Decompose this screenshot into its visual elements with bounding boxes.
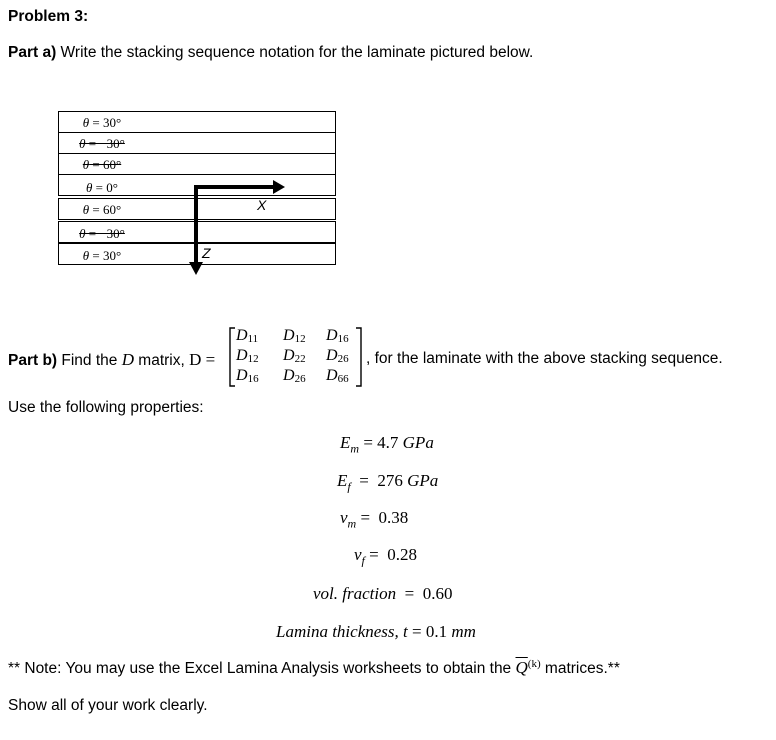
ply-label-3: θ = 60° <box>82 157 122 172</box>
use-properties-text: Use the following properties: <box>8 399 204 416</box>
d-matrix-cell: $D_{12}$ <box>283 327 306 345</box>
prop-vm: $\nu_m = 0.38$ <box>340 508 409 531</box>
part-b-prompt: Part b) Find the D matrix, D = <box>8 350 216 369</box>
note-text: ** Note: You may use the Excel Lamina Analysis worksheets to obtain the $\overline{Q}^{(k)}$ matrices.** <box>8 658 620 678</box>
d-symbol: D <box>121 350 134 369</box>
ply-label-5: θ = 60° <box>82 202 122 217</box>
prop-thickness: Lamina thickness, t = 0.1 mm <box>276 622 476 641</box>
d-matrix-cell: $D_{16}$ <box>326 327 349 345</box>
part-a-text: Write the stacking sequence notation for the laminate pictured below. <box>56 44 534 61</box>
part-a-label: Part a) <box>8 44 57 61</box>
problem-title: Problem 3: <box>8 8 89 25</box>
part-a-prompt <box>8 44 533 62</box>
d-matrix-cell: $D_{66}$ <box>326 367 349 385</box>
closing-instruction: Show all of your work clearly. <box>8 697 208 714</box>
x-axis-label: X <box>257 197 267 213</box>
ply-label-6: θ = −30° <box>79 226 125 241</box>
x-axis-arrowhead <box>273 180 285 194</box>
d-matrix-cell: $D_{26}$ <box>326 347 349 365</box>
d-matrix-cell: $D_{22}$ <box>283 347 306 365</box>
ply-label-4: θ = 0° <box>86 180 118 195</box>
prop-em: $E_m = 4.7$ GPa <box>340 433 434 456</box>
d-matrix-cell: $D_{16}$ <box>236 367 259 385</box>
ply-label-2: θ = −30° <box>79 136 125 151</box>
z-axis-label: Z <box>202 245 211 261</box>
part-b-tail: , for the laminate with the above stacking sequence. <box>366 350 723 367</box>
d-matrix <box>228 327 366 387</box>
axes <box>185 178 295 278</box>
d-matrix-cell: $D_{11}$ <box>236 327 259 345</box>
part-b-label: Part b) <box>8 352 58 369</box>
prop-ef: $E_f = 276$ GPa <box>337 471 439 494</box>
q-bar-symbol: $\overline{Q}$ <box>515 658 528 678</box>
d-matrix-cell: $D_{26}$ <box>283 367 306 385</box>
z-axis-arrowhead <box>189 262 203 275</box>
prop-vf: $\nu_f = 0.28$ <box>354 545 417 568</box>
d-matrix-cell: $D_{12}$ <box>236 347 259 365</box>
ply-label-7: θ = 30° <box>82 248 122 263</box>
ply-label-1: θ = 30° <box>82 115 122 130</box>
prop-vol-fraction: vol. fraction = 0.60 <box>313 584 453 603</box>
d-equals: D = <box>189 350 216 369</box>
